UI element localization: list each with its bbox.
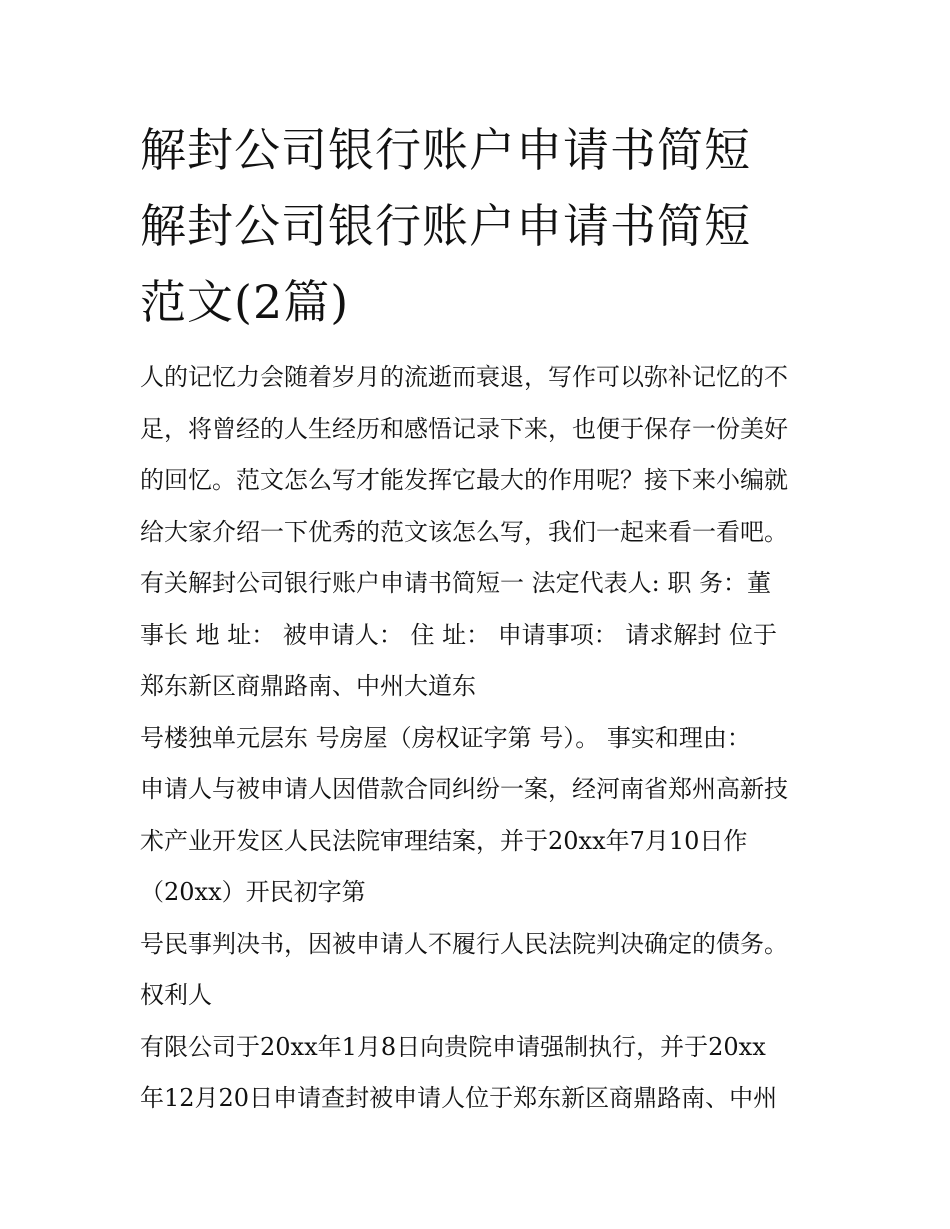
body-line: 给大家介绍一下优秀的范文该怎么写，我们一起来看一看吧。 xyxy=(140,517,788,546)
body-line: 有关解封公司银行账户申请书简短一 法定代表人: 职 务：董 xyxy=(140,569,771,597)
body-line: 术产业开发区人民法院审理结案，并于20xx年7月10日作 xyxy=(140,826,748,855)
body-line: 号楼独单元层东 号房屋（房权证字第 号）。 事实和理由： xyxy=(140,723,751,752)
body-line: 权利人 xyxy=(140,981,212,1009)
body-line: 号民事判决书，因被申请人不履行人民法院判决确定的债务。 xyxy=(140,929,788,958)
body-line: 年12月20日申请查封被申请人位于郑东新区商鼎路南、中州 xyxy=(140,1084,778,1112)
title-line: 解封公司银行账户申请书简短 xyxy=(140,199,751,253)
title-line: 范文(2篇) xyxy=(140,275,350,329)
body-line: 足，将曾经的人生经历和感悟记录下来，也便于保存一份美好 xyxy=(140,414,788,443)
document-title xyxy=(140,112,820,340)
title-line: 解封公司银行账户申请书简短 xyxy=(140,123,751,177)
body-line: 申请人与被申请人因借款合同纠纷一案，经河南省郑州高新技 xyxy=(140,775,788,803)
document-body xyxy=(140,352,830,1125)
body-line: 事长 地 址： 被申请人： 住 址： 申请事项： 请求解封 位于 xyxy=(140,620,778,649)
body-line: 有限公司于20xx年1月8日向贵院申请强制执行，并于20xx xyxy=(140,1032,766,1061)
body-line: 的回忆。范文怎么写才能发挥它最大的作用呢？接下来小编就 xyxy=(140,466,788,494)
body-line: 郑东新区商鼎路南、中州大道东 xyxy=(140,672,476,700)
body-line: （20xx）开民初字第 xyxy=(140,878,366,906)
body-line: 人的记忆力会随着岁月的流逝而衰退，写作可以弥补记忆的不 xyxy=(140,363,788,391)
